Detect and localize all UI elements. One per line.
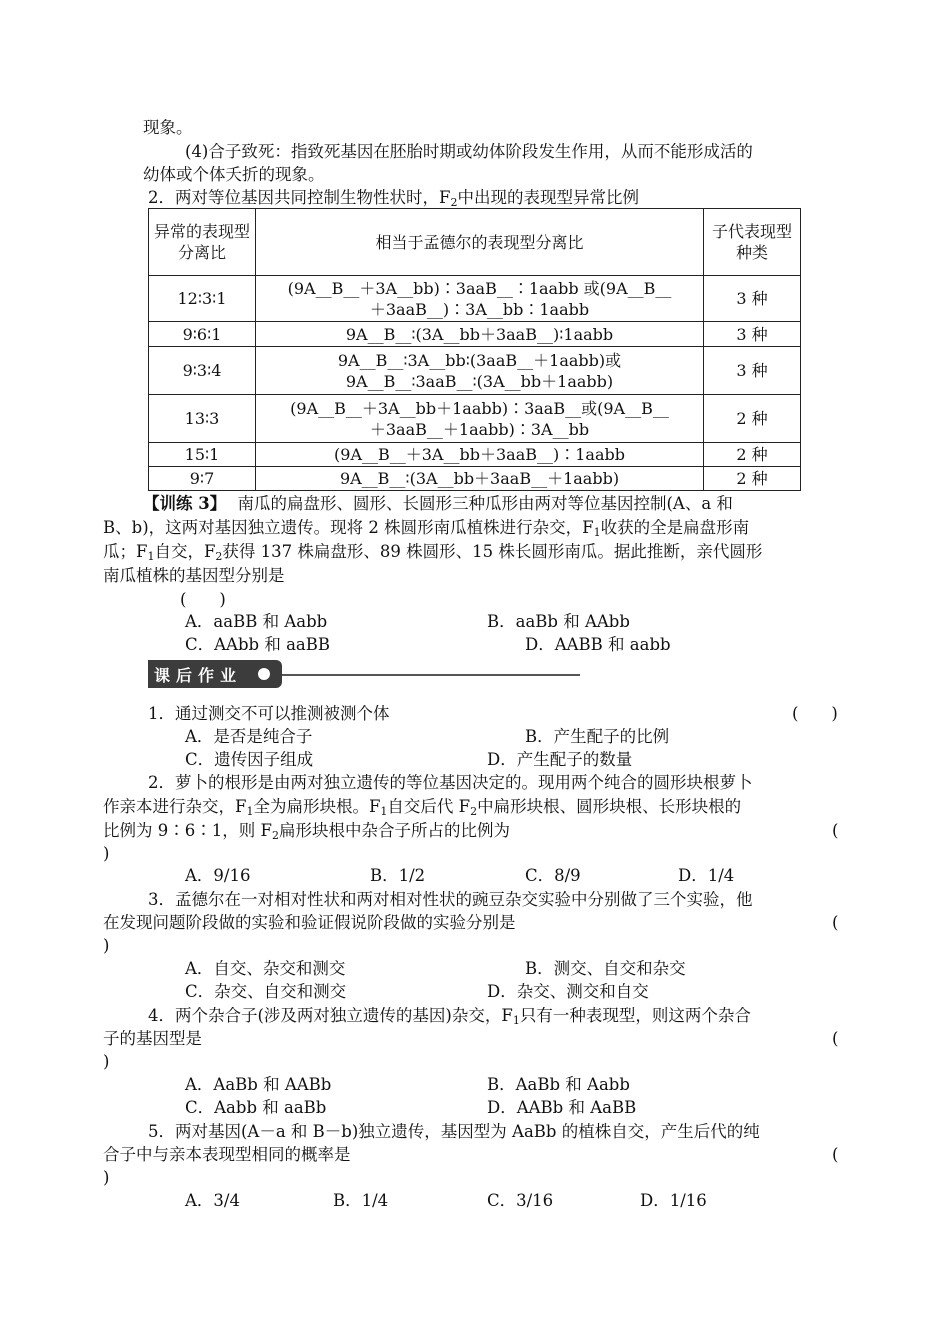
q4-line2: 子的基因型是: [103, 1029, 202, 1048]
mendel-cell: (9A__B__＋3A__bb＋3aaB__)∶1aabb: [256, 443, 704, 467]
lethal-zygote-line2: 幼体或个体夭折的现象。: [143, 165, 325, 184]
header-abnormal-ratio: 异常的表现型分离比: [149, 209, 256, 276]
mendel-cell: (9A__B__＋3A__bb＋1aabb)∶3aaB__或(9A__B__ ＋3aaB__＋1aabb)∶3A__bb: [256, 395, 704, 443]
training3-answer-bracket: ( ): [180, 590, 226, 609]
q2-option-a: A．9/16: [185, 866, 251, 885]
q3-line1: 3．孟德尔在一对相对性状和两对相对性状的豌豆杂交实验中分别做了三个实验，他: [148, 890, 753, 909]
q2-line2: 作亲本进行杂交，$F_1$全为扁形块根。$F_1$自交后代 $F_2$中扁形块根、圆形块根、长形块根的: [103, 797, 742, 818]
training3-line3: 瓜；$F_1$自交，$F_2$获得 137 株扁盘形、89 株圆形、15 株长圆形南瓜。据此推断，亲代圆形: [103, 542, 763, 563]
table-header-row: [149, 209, 801, 276]
q1-option-c: C．遗传因子组成: [185, 750, 314, 769]
q2-option-d: D．1/4: [678, 866, 735, 885]
training3-label: 【训练 3】: [143, 494, 227, 513]
kinds-cell: 2 种: [704, 443, 801, 467]
training3-option-b: B．aaBb 和 AAbb: [487, 612, 630, 631]
q2-option-c: C．8/9: [525, 866, 581, 885]
table-row: [149, 322, 801, 347]
kinds-cell: 3 种: [704, 276, 801, 322]
q3-line2: 在发现问题阶段做的实验和验证假说阶段做的实验分别是: [103, 913, 516, 932]
q3-option-d: D．杂交、测交和自交: [487, 982, 649, 1001]
q4-bracket-open: (: [832, 1029, 839, 1048]
q5-option-b: B．1/4: [333, 1191, 389, 1210]
header-mendel-ratio: 相当于孟德尔的表现型分离比: [256, 209, 704, 276]
banner-divider: [282, 674, 580, 676]
kinds-cell: 3 种: [704, 347, 801, 395]
training3-option-c: C．AAbb 和 aaBB: [185, 635, 330, 654]
mendel-cell: 9A__B__∶(3A__bb＋3aaB__)∶1aabb: [256, 322, 704, 347]
q2-option-b: B．1/2: [370, 866, 426, 885]
q1-stem: 1．通过测交不可以推测被测个体: [148, 704, 390, 723]
training3-line1: 【训练 3】 南瓜的扁盘形、圆形、长圆形三种瓜形由两对等位基因控制(A、a 和: [143, 494, 733, 513]
mendel-cell: 9A__B__∶3A__bb∶(3aaB__＋1aabb)或 9A__B__∶3aaB__∶(3A__bb＋1aabb): [256, 347, 704, 395]
ratio-table: [148, 208, 801, 491]
mendel-cell: (9A__B__＋3A__bb)∶3aaB__∶1aabb 或(9A__B__ ＋3aaB__)∶3A__bb∶1aabb: [256, 276, 704, 322]
q1-option-a: A．是否是纯合子: [185, 727, 313, 746]
q4-option-a: A．AaBb 和 AABb: [185, 1075, 332, 1094]
q2-bracket-close: ): [103, 844, 110, 863]
training3-line2: B、b)，这两对基因独立遗传。现将 2 株圆形南瓜植株进行杂交，$F_1$收获的全是扁盘形南: [103, 518, 750, 539]
table-row: [149, 443, 801, 467]
q1-option-b: B．产生配子的比例: [525, 727, 670, 746]
training3-option-a: A．aaBB 和 Aabb: [185, 612, 328, 631]
homework-banner: [148, 660, 282, 688]
q5-bracket-close: ): [103, 1168, 110, 1187]
ratio-cell: 15∶1: [149, 443, 256, 467]
q2-bracket-open: (: [832, 821, 839, 840]
mendel-cell: 9A__B__∶(3A__bb＋3aaB__＋1aabb): [256, 467, 704, 491]
q2-line3: 比例为 9∶6∶1，则 $F_2$扁形块根中杂合子所占的比例为: [103, 821, 510, 842]
homework-title: 课后作业: [154, 666, 243, 685]
q4-bracket-close: ): [103, 1052, 110, 1071]
q5-line2: 合子中与亲本表现型相同的概率是: [103, 1145, 351, 1164]
ratio-cell: 9∶7: [149, 467, 256, 491]
q1-option-d: D．产生配子的数量: [487, 750, 633, 769]
kinds-cell: 2 种: [704, 395, 801, 443]
q4-option-b: B．AaBb 和 Aabb: [487, 1075, 630, 1094]
table-row: [149, 395, 801, 443]
header-phenotype-kinds: 子代表现型种类: [704, 209, 801, 276]
q3-bracket-open: (: [832, 913, 839, 932]
banner-dot-icon: [258, 668, 270, 680]
ratio-cell: 9∶6∶1: [149, 322, 256, 347]
q3-option-c: C．杂交、自交和测交: [185, 982, 347, 1001]
q3-option-a: A．自交、杂交和测交: [185, 959, 346, 978]
q3-bracket-close: ): [103, 936, 110, 955]
section2-heading: 2．两对等位基因共同控制生物性状时，$F_2$中出现的表现型异常比例: [148, 188, 639, 209]
table-row: [149, 467, 801, 491]
q4-option-d: D．AABb 和 AaBB: [487, 1098, 637, 1117]
kinds-cell: 3 种: [704, 322, 801, 347]
q5-bracket-open: (: [832, 1145, 839, 1164]
table-row: [149, 347, 801, 395]
q5-option-c: C．3/16: [487, 1191, 554, 1210]
q3-option-b: B．测交、自交和杂交: [525, 959, 686, 978]
q2-line1: 2．萝卜的根形是由两对独立遗传的等位基因决定的。现用两个纯合的圆形块根萝卜: [148, 773, 753, 792]
q5-option-a: A．3/4: [185, 1191, 240, 1210]
training3-line4: 南瓜植株的基因型分别是: [103, 566, 285, 585]
table-row: [149, 276, 801, 322]
kinds-cell: 2 种: [704, 467, 801, 491]
q1-answer-bracket: ( ): [792, 704, 838, 723]
ratio-cell: 13∶3: [149, 395, 256, 443]
q4-option-c: C．Aabb 和 aaBb: [185, 1098, 327, 1117]
ratio-cell: 12∶3∶1: [149, 276, 256, 322]
lethal-zygote-line1: (4)合子致死：指致死基因在胚胎时期或幼体阶段发生作用，从而不能形成活的: [185, 142, 753, 161]
q4-line1: 4．两个杂合子(涉及两对独立遗传的基因)杂交，$F_1$只有一种表现型，则这两个杂合: [148, 1006, 751, 1027]
training3-option-d: D．AABB 和 aabb: [525, 635, 671, 654]
q5-option-d: D．1/16: [640, 1191, 707, 1210]
intro-line: 现象。: [143, 118, 193, 137]
ratio-cell: 9∶3∶4: [149, 347, 256, 395]
q5-line1: 5．两对基因(A－a 和 B－b)独立遗传，基因型为 AaBb 的植株自交，产生后代的纯: [148, 1122, 760, 1141]
